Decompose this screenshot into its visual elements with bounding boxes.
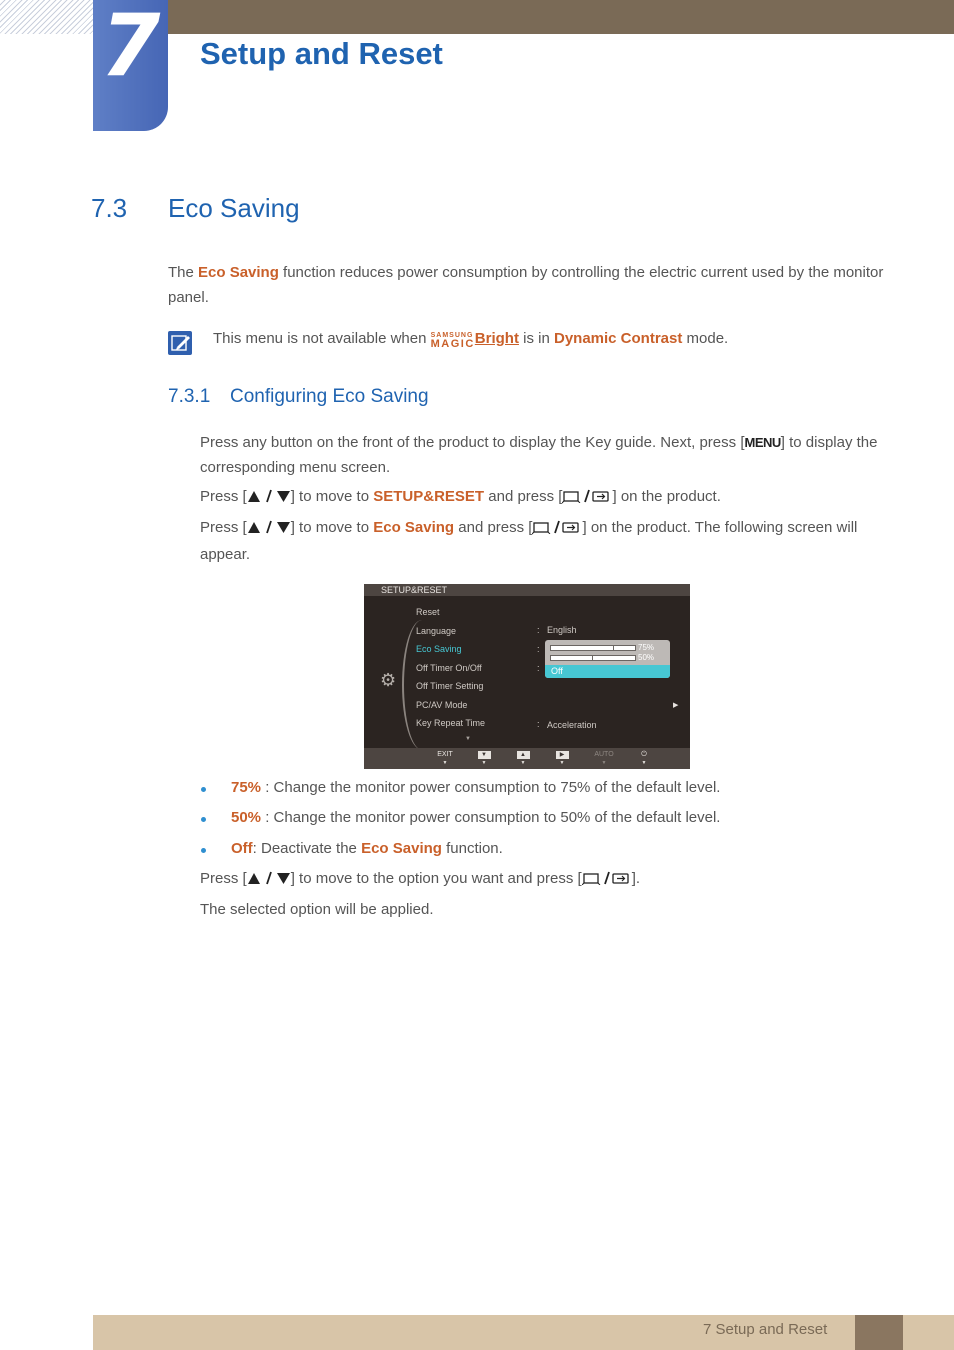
final-step-1 <box>200 866 640 893</box>
logo-big-text: MAGIC <box>430 338 475 350</box>
up-down-key-icon <box>247 486 291 511</box>
bullet-off-text-2: function. <box>441 840 503 857</box>
option-75-label: 75% <box>638 643 655 652</box>
option-75-bar-fill <box>551 646 614 650</box>
osd-down-button <box>473 751 495 767</box>
arrow-down-icon: ▼ <box>559 760 565 766</box>
osd-enter-button <box>551 751 573 767</box>
step-1-pre: Press any button on the front of the product to display the Key guide. Next, press [ <box>200 434 745 451</box>
bullet-dot <box>201 817 206 822</box>
osd-item-key-repeat-time: Key Repeat Time <box>416 718 486 728</box>
intro-text-post: function reduces power consumption by controlling the electric current used by the monitor panel. <box>168 264 884 306</box>
section-title: Eco Saving <box>168 193 300 223</box>
bullet-50-text: : Change the monitor power consumption to 50% of the default level. <box>261 809 721 826</box>
osd-header <box>364 584 690 596</box>
eco-saving-options-popup <box>545 640 670 678</box>
eco-saving-highlight: Eco Saving <box>373 519 455 536</box>
step-3-mid: ] to move to <box>290 519 374 536</box>
subsection-title: Configuring Eco Saving <box>230 386 429 407</box>
osd-footer <box>364 748 690 769</box>
option-off-label: Off <box>551 666 563 676</box>
enter-key-icon <box>532 517 582 542</box>
bullet-dot <box>201 787 206 792</box>
osd-exit-label: EXIT <box>437 751 453 758</box>
step-2-pre: Press [ <box>200 488 247 505</box>
header-bar <box>168 0 954 34</box>
osd-item-off-timer-on-off: Off Timer On/Off <box>416 663 482 673</box>
osd-power-button <box>633 751 655 767</box>
step-2-post: ] on the product. <box>612 488 721 505</box>
option-off-selected <box>545 665 670 678</box>
bullet-75 <box>231 775 720 800</box>
osd-colon: : <box>537 663 540 673</box>
up-down-key-icon <box>247 517 291 542</box>
arrow-down-icon: ▼ <box>442 760 448 766</box>
osd-colon: : <box>537 719 540 729</box>
bullet-75-text: : Change the monitor power consumption to 75% of the default level. <box>261 779 721 796</box>
intro-text-pre: The <box>168 264 199 281</box>
final-step-1-mid: ] to move to the option you want and press [ <box>290 870 582 887</box>
option-50-bar-fill <box>551 656 593 660</box>
intro-paragraph <box>168 260 888 310</box>
enter-key-icon <box>582 868 632 893</box>
logo-small-text: SAMSUNG <box>430 332 474 339</box>
step-1-post: ] to display the corresponding menu screen. <box>200 434 878 476</box>
bullet-off-highlight: Off <box>231 840 253 857</box>
osd-exit-button <box>434 751 456 767</box>
chapter-number: 7 <box>100 0 161 96</box>
final-step-2: The selected option will be applied. <box>200 901 434 918</box>
osd-menu-screenshot <box>364 584 690 769</box>
osd-key-repeat-value: Acceleration <box>547 720 597 730</box>
osd-language-value: English <box>547 625 577 635</box>
footer-chapter-label: 7 Setup and Reset <box>703 1321 828 1338</box>
setup-reset-highlight: SETUP&RESET <box>373 488 485 505</box>
right-key-icon: ▶ <box>556 751 569 759</box>
scroll-down-icon: ▼ <box>465 736 471 742</box>
footer-page-box <box>855 1315 903 1350</box>
step-3-mid2: and press [ <box>454 519 533 536</box>
gear-icon: ⚙ <box>380 670 397 690</box>
up-key-icon: ▲ <box>517 751 530 759</box>
osd-item-language: Language <box>416 626 457 636</box>
osd-up-button <box>512 751 534 767</box>
bullet-75-highlight: 75% <box>231 779 262 796</box>
step-2-mid: ] to move to <box>290 488 374 505</box>
option-50-bar <box>550 655 636 661</box>
step-2 <box>200 484 721 511</box>
down-key-icon: ▼ <box>478 751 491 759</box>
option-75-bar <box>550 645 636 651</box>
osd-colon: : <box>537 625 540 635</box>
bullet-dot <box>201 848 206 853</box>
note-icon <box>168 331 192 355</box>
chapter-tab <box>93 0 168 131</box>
note-text-mid: is in <box>518 330 554 347</box>
osd-item-pc-av-mode: PC/AV Mode <box>416 700 468 710</box>
dynamic-contrast-highlight: Dynamic Contrast <box>553 330 683 347</box>
subsection-number: 7.3.1 <box>168 386 211 407</box>
step-3 <box>200 515 890 567</box>
step-2-mid2: and press [ <box>484 488 563 505</box>
osd-item-reset: Reset <box>416 607 440 617</box>
bullet-50 <box>231 805 720 830</box>
bright-link[interactable]: Bright <box>474 330 519 347</box>
step-3-pre: Press [ <box>200 519 247 536</box>
samsung-magic-logo <box>431 332 475 348</box>
arrow-down-icon: ▼ <box>601 760 607 766</box>
bullet-off <box>231 836 503 861</box>
note-text <box>213 326 728 351</box>
arrow-down-icon: ▼ <box>641 760 647 766</box>
osd-colon: : <box>537 644 540 654</box>
osd-header-label: SETUP&RESET <box>381 585 448 595</box>
header-hatch-decoration <box>0 0 93 34</box>
bullet-off-text-1: : Deactivate the <box>252 840 362 857</box>
arrow-down-icon: ▼ <box>481 760 487 766</box>
step-1 <box>200 430 890 480</box>
power-icon: ⏻ <box>641 751 647 758</box>
osd-auto-label: AUTO <box>594 751 614 758</box>
osd-item-off-timer-setting: Off Timer Setting <box>416 681 484 691</box>
note-text-pre: This menu is not available when <box>213 330 431 347</box>
menu-key-icon: MENU <box>744 435 781 450</box>
submenu-arrow-icon: ▶ <box>673 702 679 709</box>
up-down-key-icon <box>247 868 291 893</box>
arrow-down-icon: ▼ <box>520 760 526 766</box>
bullet-off-eco-saving: Eco Saving <box>361 840 442 857</box>
bullet-50-highlight: 50% <box>231 809 262 826</box>
enter-key-icon <box>562 486 612 511</box>
note-text-post: mode. <box>682 330 729 347</box>
option-50-label: 50% <box>638 653 655 662</box>
step-3-post: ] on the product. The following screen will appear. <box>200 519 858 563</box>
chapter-title: Setup and Reset <box>200 36 443 71</box>
final-step-1-post: ]. <box>631 870 641 887</box>
osd-item-eco-saving: Eco Saving <box>416 644 462 654</box>
intro-highlight: Eco Saving <box>198 264 279 281</box>
section-number: 7.3 <box>91 193 128 223</box>
final-step-1-pre: Press [ <box>200 870 247 887</box>
osd-auto-button <box>593 751 615 767</box>
